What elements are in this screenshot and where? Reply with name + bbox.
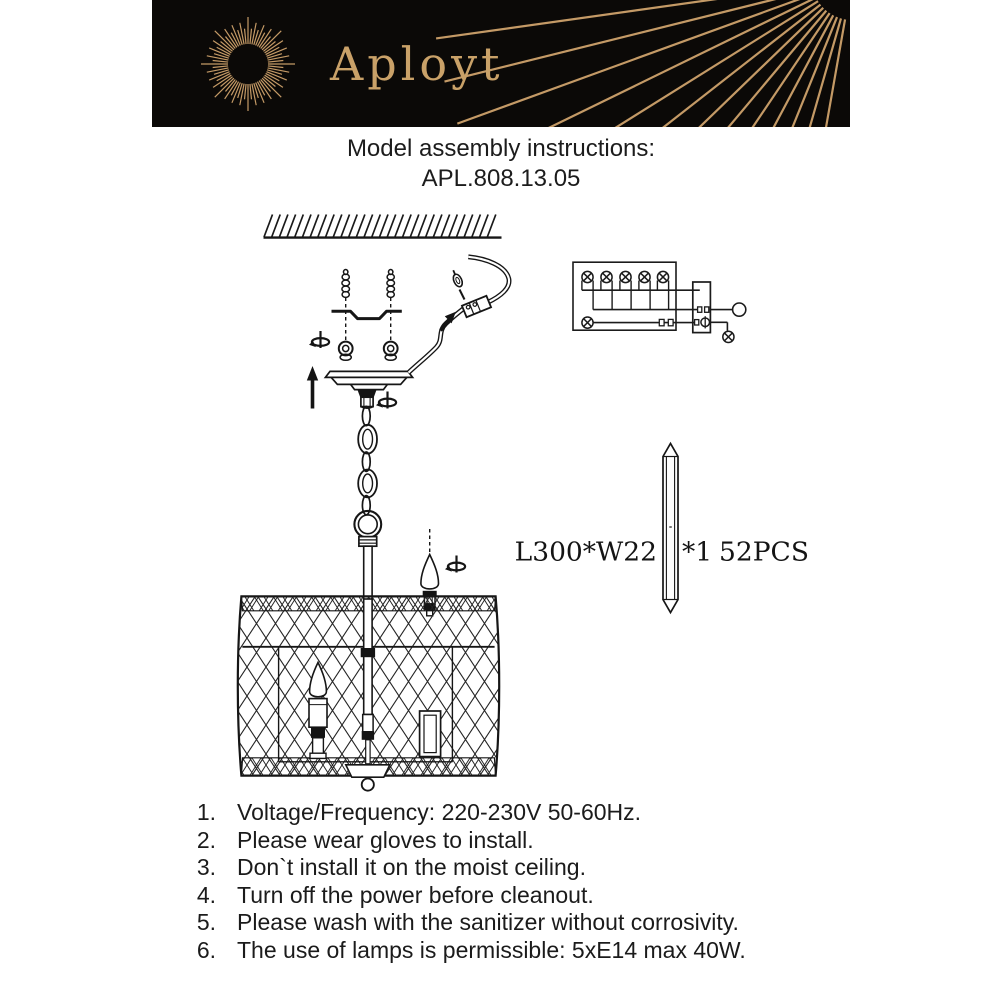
- instruction-item: [178, 827, 746, 855]
- rotate-icon: [445, 556, 465, 573]
- rotate-icon: [376, 392, 396, 409]
- ceiling-canopy: [325, 371, 412, 408]
- instruction-text: Turn off the power before cleanout.: [237, 881, 594, 908]
- instruction-text: Please wash with the sanitizer without corrosivity.: [237, 909, 739, 936]
- assembly-diagram: [150, 195, 850, 805]
- part-size-label: L300*W22: [514, 536, 657, 568]
- lamp-symbol: [657, 271, 668, 282]
- instruction-text: Voltage/Frequency: 220-230V 50-60Hz.: [237, 799, 642, 825]
- instruction-number: 5.: [196, 909, 216, 936]
- wire-nut: [450, 269, 464, 288]
- insert-arrow-icon: [441, 312, 456, 331]
- drum-mesh-shade: [238, 596, 499, 790]
- lamp-symbol: [601, 271, 612, 282]
- instruction-item: [178, 882, 746, 910]
- lamp-symbol: [639, 271, 650, 282]
- wiring-diagram: [573, 262, 746, 342]
- instruction-text: Don`t install it on the moist ceiling.: [237, 854, 586, 881]
- supply-node: [733, 303, 746, 316]
- right-candle-sleeve: [420, 711, 441, 757]
- hatch-lines: [264, 215, 496, 238]
- finial-ball: [362, 779, 374, 791]
- part-count-label: 52PCS: [719, 536, 809, 568]
- instruction-item: [178, 799, 746, 827]
- instruction-number: 6.: [196, 936, 216, 963]
- terminal-connector: [462, 296, 491, 317]
- title-block: [152, 134, 850, 194]
- mounting-screw-right: [384, 270, 398, 361]
- lamp-symbol: [723, 331, 734, 342]
- instruction-number: 1.: [196, 799, 216, 825]
- supply-wire-assembly: [409, 257, 510, 373]
- instruction-item: [178, 909, 746, 937]
- sunburst-logo-icon: [201, 17, 295, 111]
- instruction-number: 4.: [196, 881, 216, 908]
- up-arrow-icon: [307, 366, 318, 409]
- part-qty-label: *1: [682, 536, 713, 568]
- bottom-hub: [346, 765, 390, 777]
- hanging-chain: [358, 406, 377, 514]
- doc-title: Model assembly instructions:: [346, 135, 656, 162]
- instruction-item: [178, 854, 746, 882]
- brand-banner: [152, 0, 850, 127]
- instructions-list: [178, 799, 746, 965]
- mounting-screw-left: [339, 270, 353, 361]
- instruction-text: The use of lamps is permissible: 5xE14 max 40W.: [237, 936, 746, 963]
- hanging-ring: [354, 511, 381, 600]
- instruction-number: 2.: [196, 826, 216, 853]
- model-number: APL.808.13.05: [421, 165, 581, 192]
- lamp-symbol: [620, 271, 631, 282]
- lamp-symbol: [582, 271, 593, 282]
- banner-art: [152, 0, 850, 127]
- instruction-item: [178, 937, 746, 965]
- crystal-strip-part: [663, 444, 678, 613]
- rotate-icon: [309, 331, 329, 348]
- brand-logo-text: Aployt: [330, 37, 504, 91]
- lamp-symbol: [582, 317, 593, 328]
- ceiling-hatch: [264, 215, 502, 238]
- instruction-number: 3.: [196, 854, 216, 881]
- instruction-text: Please wear gloves to install.: [237, 826, 534, 853]
